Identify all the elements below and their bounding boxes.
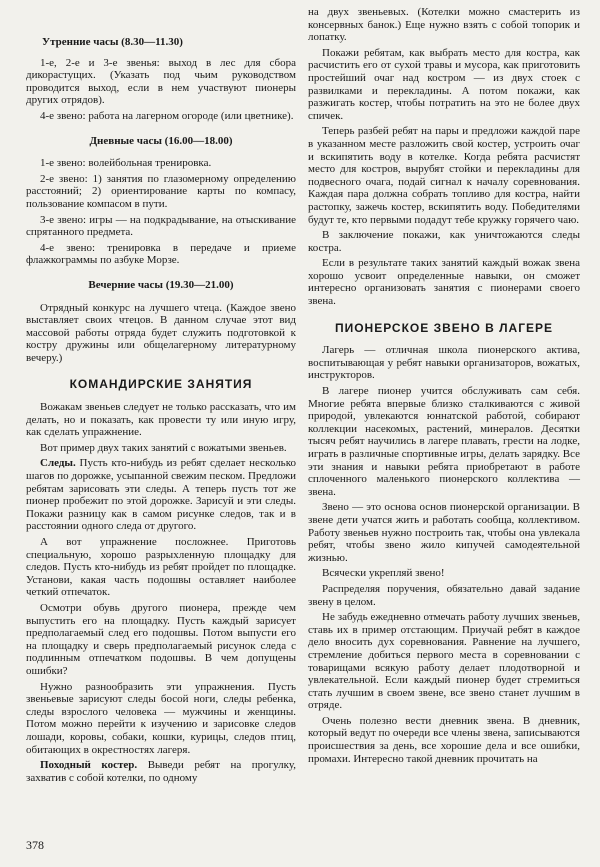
paragraph: 1-е звено: волейбольная тренировка. (40, 157, 212, 170)
paragraph: Вожакам звеньев следует не только рассказать, что им делать, но и показать, как провести ту или иную игру, как сделать упражнение. (26, 401, 296, 439)
page-number: 378 (26, 838, 44, 852)
paragraph: 1-е, 2-е и 3-е звенья: выход в лес для сбора дикорастущих. (Указать под чьим руководством проводится выход, если в нем участвуют пионеры других отрядов). (26, 56, 296, 107)
paragraph: Не забудь ежедневно отмечать работу лучших звеньев, ставь их в пример отстающим. Приучай ребят в каждое дело вносить дух соревнования. Равнение на лучшего, стремление добиться первого места в соревновании с товарищами всякую работу делает плодотворной и увлекательной. Если каждый пионер будет стремиться стать лучшим в своем звене, все звено станет лучшим в отряде. (308, 611, 580, 712)
morning-heading: Утренние часы (8.30—11.30) (42, 36, 183, 48)
paragraph: Теперь разбей ребят на пары и предложи каждой паре в указанном месте разложить свой костер, устроить очаг и вскипятить воду в котелке. Когда ребята расчистят место для костров, вырубят стойки и перекладины для подвесного очага, подай сигнал к началу соревнования. Каждая пара должна собрать топливо для костра, найти растопку, зажечь костер, вскипятить воду. Победителями будут те, кто первыми подадут тебе кружку горячего чаю. (308, 125, 580, 226)
section-title-squad: ПИОНЕРСКОЕ ЗВЕНО В ЛАГЕРЕ (334, 320, 554, 335)
paragraph: Звено — это основа основ пионерской организации. В звене дети учатся жить и работать сообща, коллективом. Работу звеньев нужно построить так, чтобы она увлекала ребят, чтобы звено жило кипучей самодеятельной жизнью. (308, 501, 580, 564)
paragraph: 4-е звено: тренировка в передаче и приеме флажкограммы по азбуке Морзе. (26, 241, 296, 267)
paragraph: Осмотри обувь другого пионера, прежде чем выпустить его на площадку. Пусть каждый зарисует предполагаемый след его подошвы. Потом выпусти его на площадку и сверь предполагаемый рисунок следа с подлинным отпечатком подошвы. В чем допущены ошибки? (26, 601, 296, 677)
right-column (308, 6, 580, 768)
paragraph: 3-е звено: игры — на подкрадывание, на отыскивание спрятанного предмета. (26, 213, 296, 239)
steps-text: Пусть кто-нибудь из ребят сделает несколько шагов по дорожке, усыпанной свежим песком. Предложи ребятам зарисовать эти следы. А теперь пусть тот же пионер пробежит по этой дорожке. Зарисуй и эти следы. Покажи разницу как в самом рисунке следов, так и в расстоянии одного следа от другого. (26, 457, 296, 533)
evening-heading: Вечерние часы (19.30—21.00) (88, 278, 234, 291)
paragraph: 2-е звено: 1) занятия по глазомерному определению расстояний; 2) ориентирование карты по компасу, пользование компасом в пути. (26, 172, 296, 210)
paragraph: 4-е звено: работа на лагерном огороде (или цветнике). (40, 109, 294, 122)
paragraph: Отрядный конкурс на лучшего чтеца. (Каждое звено выставляет своих чтецов. В данном случае этот вид массовой работы отряда будет служить подготовкой к костру дружины или общелагерному литературному вечеру.) (26, 301, 296, 364)
fire-text: Выведи ребят на прогулку, захватив с собой котелки, по одному (26, 759, 296, 784)
paragraph: Вот пример двух таких занятий с вожатыми звеньев. (40, 441, 287, 454)
paragraph: Если в результате таких занятий каждый вожак звена хорошо усвоит определенные навыки, он сможет интересно организовать занятия с пионерами своего звена. (308, 257, 580, 308)
paragraph: Очень полезно вести дневник звена. В дневник, который ведут по очереди все члены звена, записываются происшествия за день, все хорошие дела и все ошибки, промахи. Интересно такой дневник прочитать на (308, 714, 580, 765)
paragraph: Покажи ребятам, как выбрать место для костра, как расчистить его от сухой травы и мусора, как приготовить простейший очаг над костром — из двух стоек с развилками и перекладины. А потом покажи, как разжигать костер, чтобы потратить на это не более двух спичек. (308, 46, 580, 122)
section-title-commander: КОМАНДИРСКИЕ ЗАНЯТИЯ (69, 377, 253, 392)
left-column (26, 28, 296, 787)
paragraph-steps (26, 457, 296, 533)
paragraph: В лагере пионер учится обслуживать сам себя. Многие ребята впервые близко сталкиваются с живой природой, увлекаются юннатской работой, собирают коллекции насекомых, растений, минералов. Десятки тысяч ребят научились в лагере плавать, грести на лодке, играть в различные спортивные игры, делать зарядку. Все эти знания и навыки ребята приобретают в работе сплоченного маленького пионерского коллектива — звена. (308, 385, 580, 498)
paragraph: Всячески укрепляй звено! (322, 567, 445, 580)
paragraph: на двух звеньевых. (Котелки можно смастерить из консервных банок.) Еще нужно взять с собой топорик и лопатку. (308, 6, 580, 44)
day-heading: Дневные часы (16.00—18.00) (89, 134, 233, 147)
paragraph: Лагерь — отличная школа пионерского актива, воспитывающая у ребят навыки организаторов, вожатых, инструкторов. (308, 344, 580, 382)
fire-lead: Походный костер. (40, 759, 138, 772)
paragraph: Распределяя поручения, обязательно давай задание звену в целом. (308, 582, 580, 608)
paragraph: В заключение покажи, как уничтожаются следы костра. (308, 229, 580, 254)
paragraph-fire (26, 759, 296, 784)
paragraph: А вот упражнение посложнее. Приготовь специальную, хорошо разрыхленную площадку для следов. Пусть кто-нибудь из ребят пройдет по площадке. Установи, какая часть подошвы оставляет наиболее четкий отпечаток. (26, 536, 296, 599)
steps-lead: Следы. (40, 457, 76, 470)
paragraph: Нужно разнообразить эти упражнения. Пусть звеньевые зарисуют следы босой ноги, следы ребенка, следы взрослого человека — мужчины и женщины. Потом можно перейти к изучению и зарисовке следов лошади, коровы, собаки, кошки, курицы, следов птиц, обитающих в окрестностях лагеря. (26, 680, 296, 756)
